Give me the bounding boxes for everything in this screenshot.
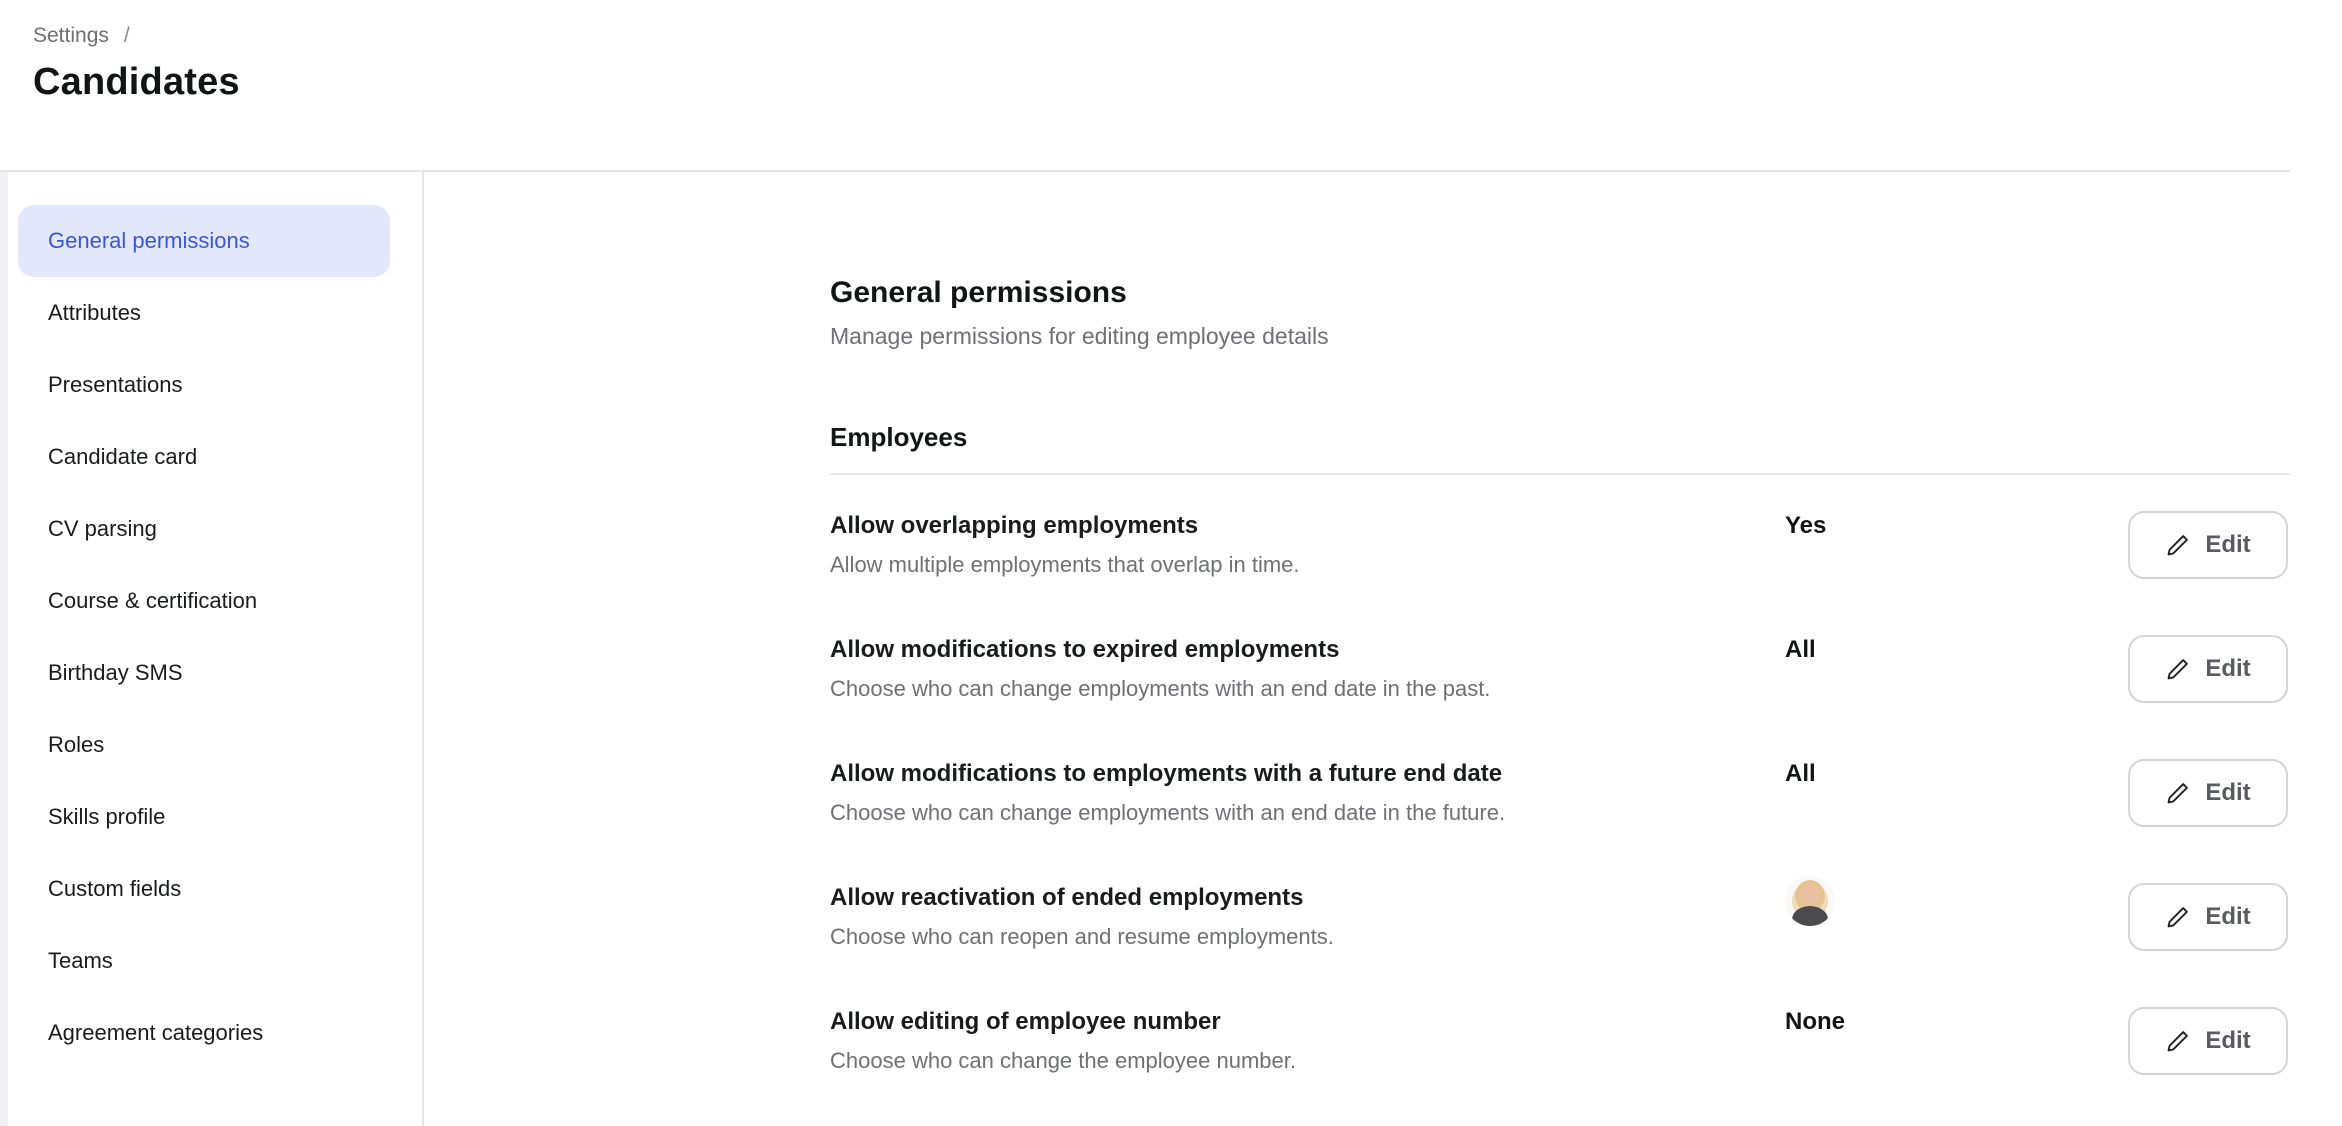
edit-button-label: Edit (2205, 903, 2251, 930)
permission-title: Allow overlapping employments (830, 512, 1199, 539)
content-subheading: Manage permissions for editing employee details (830, 323, 1329, 349)
avatar (1785, 876, 1835, 926)
sidebar-item[interactable] (18, 349, 390, 421)
permission-action-cell (2128, 635, 2288, 703)
permission-text (830, 511, 1785, 579)
edit-button-label: Edit (2205, 779, 2251, 806)
sidebar-item[interactable] (18, 421, 390, 493)
sidebar-item-label: Attributes (48, 300, 141, 325)
permission-list (830, 483, 2290, 1103)
sidebar-item-label: Birthday SMS (48, 660, 183, 685)
permission-row (830, 483, 2290, 607)
permission-value-cell (1785, 759, 2128, 789)
sidebar-item-label: Skills profile (48, 804, 166, 829)
sidebar-item-label: Course & certification (48, 588, 258, 613)
sidebar-item[interactable] (18, 709, 390, 781)
content-heading: General permissions (830, 276, 1127, 309)
breadcrumb-separator: / (123, 24, 130, 47)
page-title: Candidates (33, 61, 240, 103)
sidebar-item[interactable] (18, 493, 390, 565)
pencil-icon (2165, 1028, 2191, 1054)
sidebar-item-label: Presentations (48, 372, 183, 397)
permission-description: Choose who can change the employee number. (830, 1048, 1296, 1073)
permission-value: All (1785, 760, 1816, 787)
pencil-icon (2165, 532, 2191, 558)
permission-value: Yes (1785, 512, 1827, 539)
edit-button[interactable] (2128, 883, 2288, 951)
permission-title: Allow editing of employee number (830, 1008, 1221, 1035)
page-gutter (0, 172, 8, 1126)
permission-title: Allow reactivation of ended employments (830, 884, 1304, 911)
permission-text (830, 759, 1785, 827)
permission-title: Allow modifications to expired employments (830, 636, 1340, 663)
permission-action-cell (2128, 511, 2288, 579)
section-divider (830, 473, 2290, 475)
sidebar-item[interactable] (18, 637, 390, 709)
sidebar-item-label: General permissions (48, 228, 250, 253)
pencil-icon (2165, 656, 2191, 682)
permission-description: Choose who can reopen and resume employments. (830, 924, 1334, 949)
edit-button[interactable] (2128, 635, 2288, 703)
edit-button[interactable] (2128, 759, 2288, 827)
permission-description: Choose who can change employments with an end date in the future. (830, 800, 1506, 825)
permission-row (830, 979, 2290, 1103)
permission-row (830, 607, 2290, 731)
edit-button-label: Edit (2205, 655, 2251, 682)
sidebar-item[interactable] (18, 205, 390, 277)
sidebar-item[interactable] (18, 997, 390, 1069)
pencil-icon (2165, 904, 2191, 930)
edit-button-label: Edit (2205, 531, 2251, 558)
sidebar-item-label: Agreement categories (48, 1020, 264, 1045)
settings-sidebar (8, 172, 424, 1126)
sidebar-item-label: Roles (48, 732, 105, 757)
permission-text (830, 1007, 1785, 1075)
edit-button[interactable] (2128, 1007, 2288, 1075)
permission-action-cell (2128, 1007, 2288, 1075)
section-heading: Employees (830, 422, 968, 452)
sidebar-item-label: CV parsing (48, 516, 157, 541)
sidebar-item[interactable] (18, 565, 390, 637)
permission-action-cell (2128, 883, 2288, 951)
sidebar-item-label: Custom fields (48, 876, 182, 901)
pencil-icon (2165, 780, 2191, 806)
sidebar-item-label: Teams (48, 948, 113, 973)
permission-row (830, 731, 2290, 855)
permission-title: Allow modifications to employments with a future end date (830, 760, 1503, 787)
permission-value-cell (1785, 883, 2128, 931)
permission-description: Allow multiple employments that overlap in time. (830, 552, 1300, 577)
permission-row (830, 855, 2290, 979)
edit-button[interactable] (2128, 511, 2288, 579)
permission-value-cell (1785, 511, 2128, 541)
permission-value: None (1785, 1008, 1845, 1035)
permission-text (830, 883, 1785, 951)
edit-button-label: Edit (2205, 1027, 2251, 1054)
sidebar-item[interactable] (18, 853, 390, 925)
permission-description: Choose who can change employments with an end date in the past. (830, 676, 1491, 701)
permission-value-cell (1785, 635, 2128, 665)
permission-value: All (1785, 636, 1816, 663)
sidebar-nav (8, 205, 422, 1069)
permission-action-cell (2128, 759, 2288, 827)
sidebar-item[interactable] (18, 781, 390, 853)
header-divider (0, 170, 2290, 172)
permission-value-cell (1785, 1007, 2128, 1037)
sidebar-item[interactable] (18, 277, 390, 349)
sidebar-item-label: Candidate card (48, 444, 198, 469)
sidebar-item[interactable] (18, 925, 390, 997)
settings-content (424, 172, 2342, 1126)
breadcrumb (33, 24, 2342, 48)
breadcrumb-settings-link[interactable]: Settings (33, 24, 109, 47)
page-header (0, 0, 2342, 172)
permission-text (830, 635, 1785, 703)
